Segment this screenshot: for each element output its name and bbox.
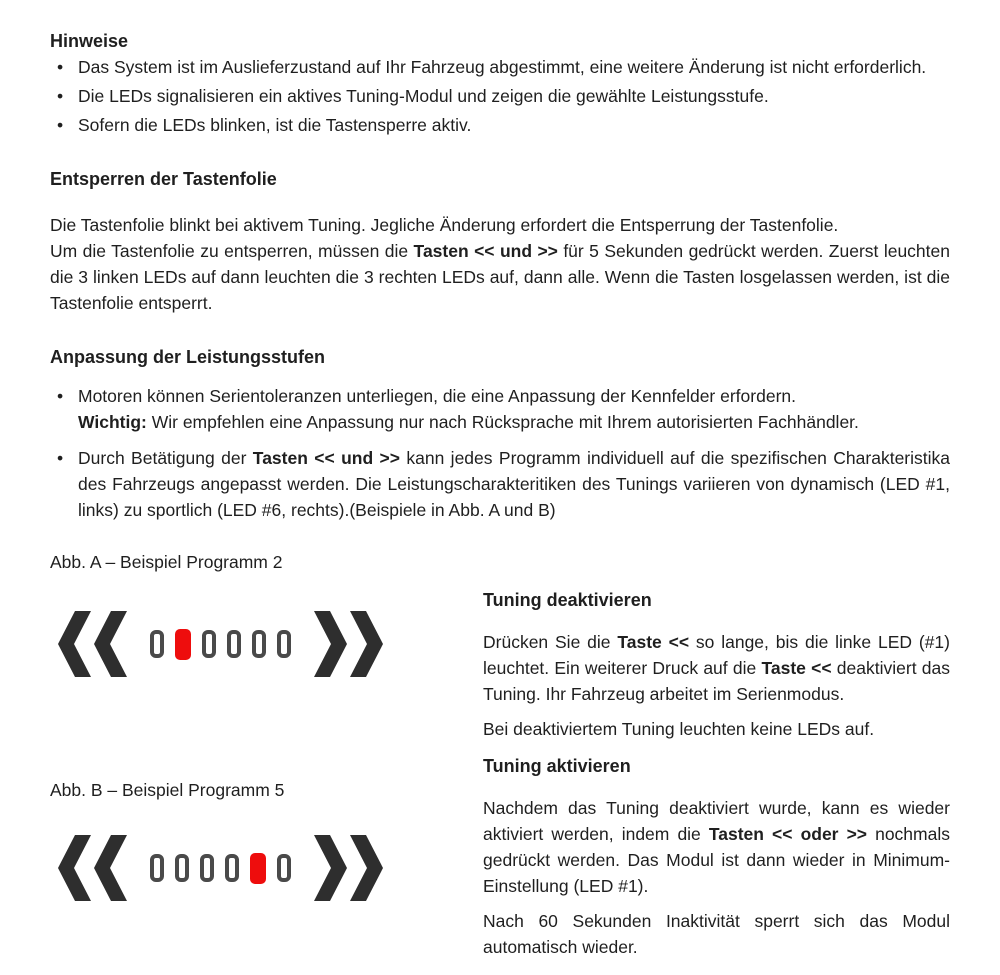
text-segment: Die Tastenfolie blinkt bei aktivem Tuning. Jegliche Änderung erfordert die Entsperrung der Tastenfolie. <box>50 215 839 235</box>
paragraph <box>483 908 950 960</box>
list-item <box>50 112 950 138</box>
led-indicator-off <box>150 630 164 658</box>
led-indicator-off <box>227 630 241 658</box>
section-title-tuning-deaktivieren: Tuning deaktivieren <box>483 590 652 610</box>
led-row <box>150 853 291 884</box>
chevron-left-stroke <box>94 611 127 677</box>
section-title-hinweise: Hinweise <box>50 31 129 51</box>
figures-column <box>50 549 483 960</box>
text-segment: kann jedes Programm individuell auf die spezifischen Charakteristika des Fahrzeugs angepasst werden. Die Leistungscharakteritiken des Tunings variieren von dynamisch (LED #1, links) zu sportlich (LED #6, rechts).(Beispiele in Abb. A und B) <box>78 448 951 520</box>
text-segment: Motoren können Serientoleranzen unterliegen, die eine Anpassung der Kennfelder erfordern. <box>78 386 796 406</box>
text-segment: so lange, bis die linke LED (#1) leuchtet. Ein weiterer Druck auf die <box>483 632 950 678</box>
text-segment: Durch Betätigung der <box>78 448 253 468</box>
paragraph <box>483 716 950 742</box>
led-indicator-on <box>175 629 191 660</box>
chevron-right-stroke <box>314 611 347 677</box>
anpassung-bullet-list <box>50 383 950 523</box>
text-segment: Die LEDs signalisieren ein aktives Tuning-Modul und zeigen die gewählte Leistungsstufe. <box>78 86 769 106</box>
instructions-column <box>483 549 950 960</box>
text-segment: Sofern die LEDs blinken, ist die Tastensperre aktiv. <box>78 115 472 135</box>
chevrons-right-icon <box>314 835 383 901</box>
bold-text-segment: Taste << <box>617 632 690 652</box>
section-title-anpassung: Anpassung der Leistungsstufen <box>50 347 326 367</box>
text-segment: Bei deaktiviertem Tuning leuchten keine LEDs auf. <box>483 719 875 739</box>
led-indicator-off <box>277 854 291 882</box>
chevrons-right-icon <box>314 611 383 677</box>
section-title-tuning-aktivieren: Tuning aktivieren <box>483 756 631 776</box>
chevron-right-stroke <box>314 835 347 901</box>
figure-a-label: Abb. A – Beispiel Programm 2 <box>50 552 283 572</box>
chevron-right-stroke <box>350 835 383 901</box>
bold-text-segment: Tasten << und >> <box>413 241 558 261</box>
figure-b-label: Abb. B – Beispiel Programm 5 <box>50 780 285 800</box>
text-segment: Nachdem das Tuning deaktiviert wurde, kann es wieder aktiviert werden, indem die <box>483 798 950 844</box>
figures-and-instructions <box>50 549 950 960</box>
paragraph <box>483 629 950 707</box>
list-item <box>50 83 950 109</box>
chevron-left-stroke <box>94 835 127 901</box>
chevrons-left-icon <box>58 611 127 677</box>
text-segment: Um die Tastenfolie zu entsperren, müssen die <box>50 241 414 261</box>
list-item <box>50 54 950 80</box>
led-indicator-off <box>202 630 216 658</box>
hinweise-bullet-list <box>50 54 950 138</box>
text-segment: Nach 60 Sekunden Inaktivität sperrt sich das Modul automatisch wieder. <box>483 911 950 957</box>
section-title-entsperren: Entsperren der Tastenfolie <box>50 169 277 189</box>
led-indicator-off <box>150 854 164 882</box>
text-segment: für 5 Sekunden gedrückt werden. Zuerst leuchten die 3 linken LEDs auf dann leuchten die 3 rechten LEDs auf, dann alle. Wenn die Tasten losgelassen werden, ist die Tastenfolie entsperrt. <box>50 241 950 313</box>
bold-text-segment: Tasten << oder >> <box>708 824 868 844</box>
led-indicator-off <box>200 854 214 882</box>
text-segment: Das System ist im Auslieferzustand auf Ihr Fahrzeug abgestimmt, eine weitere Änderung ist nicht erforderlich. <box>78 57 927 77</box>
section-hinweise <box>50 28 950 138</box>
bold-text-segment: Taste << <box>761 658 832 678</box>
paragraph <box>50 238 950 316</box>
bold-text-segment: Wichtig: <box>78 412 147 432</box>
section-entsperren <box>50 166 950 316</box>
list-item <box>50 383 950 435</box>
chevron-left-stroke <box>58 611 91 677</box>
bold-text-segment: Tasten << und >> <box>252 448 400 468</box>
led-indicator-off <box>252 630 266 658</box>
led-indicator-off <box>175 854 189 882</box>
led-display-figure-a <box>58 611 383 677</box>
text-segment: Drücken Sie die <box>483 632 618 652</box>
paragraph <box>50 212 950 238</box>
led-display-figure-b <box>58 835 383 901</box>
text-segment: Wir empfehlen eine Anpassung nur nach Rücksprache mit Ihrem autorisierten Fachhändler. <box>146 412 859 432</box>
paragraph <box>483 795 950 899</box>
chevron-right-stroke <box>350 611 383 677</box>
list-item <box>50 445 950 523</box>
text-segment: nochmals gedrückt werden. Das Modul ist dann wieder in Minimum-Einstellung (LED #1). <box>483 824 950 896</box>
chevron-left-stroke <box>58 835 91 901</box>
led-indicator-on <box>250 853 266 884</box>
led-row <box>150 629 291 660</box>
led-indicator-off <box>225 854 239 882</box>
led-indicator-off <box>277 630 291 658</box>
chevrons-left-icon <box>58 835 127 901</box>
text-segment: deaktiviert das Tuning. Ihr Fahrzeug arbeitet im Serienmodus. <box>483 658 950 704</box>
section-anpassung <box>50 344 950 523</box>
